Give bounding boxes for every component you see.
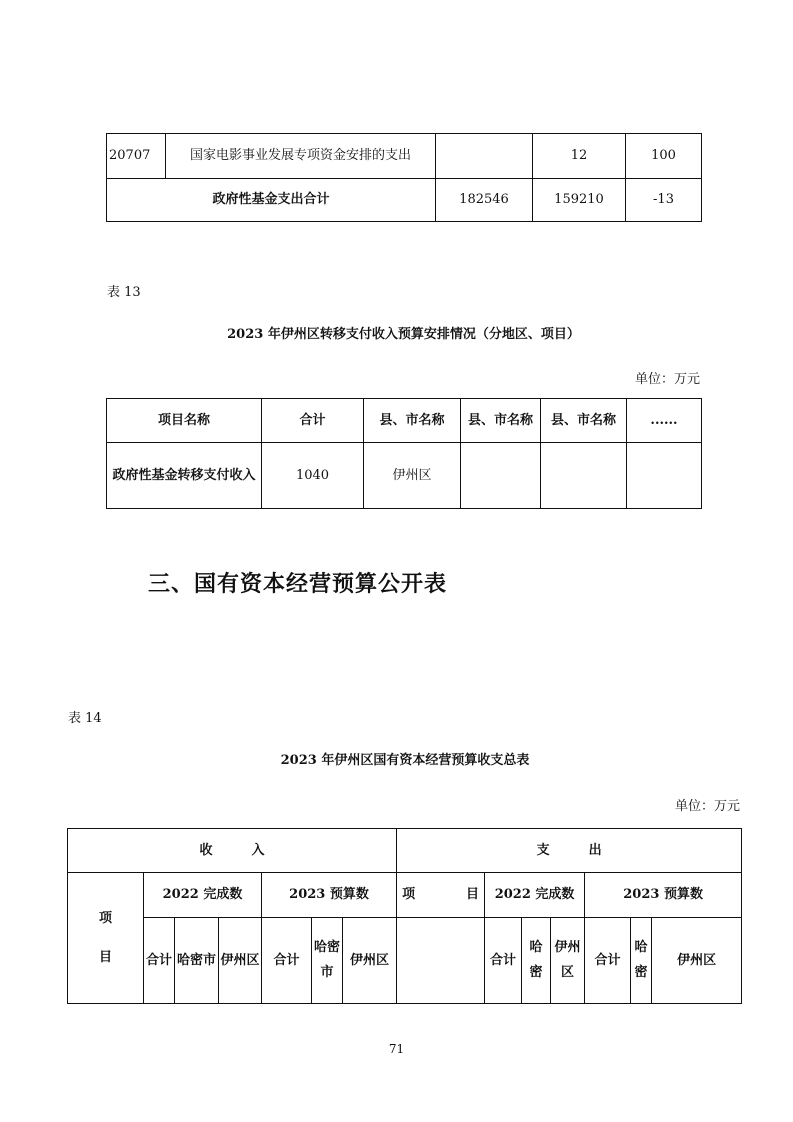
- value-cell: 100: [626, 134, 702, 179]
- table-title: 2023 年伊州区国有资本经营预算收支总表: [280, 753, 530, 768]
- column-header-part: 密: [529, 964, 543, 980]
- column-header: [551, 918, 585, 1004]
- column-header: 合计: [144, 918, 175, 1004]
- item-name: 国家电影事业发展专项资金安排的支出: [166, 134, 436, 179]
- column-header-part: 密: [634, 964, 648, 980]
- column-header-part: 市: [320, 964, 334, 980]
- column-header-part: 区: [561, 964, 575, 980]
- column-header: 2022 完成数: [144, 873, 262, 918]
- item-header-char: 目: [466, 887, 480, 903]
- column-header: 哈密市: [175, 918, 219, 1004]
- column-header-part: 哈: [529, 939, 543, 955]
- column-header: ......: [627, 399, 702, 443]
- item-header-char: 目: [98, 950, 112, 965]
- column-header: 县、市名称: [364, 399, 461, 443]
- column-header-part: 伊州: [554, 939, 581, 955]
- row-label: 政府性基金转移支付收入: [107, 443, 262, 509]
- expense-header: 支 出: [397, 829, 742, 873]
- state-capital-budget-table: [67, 828, 742, 1004]
- table-caption: 表 14: [68, 711, 102, 726]
- item-header: [68, 873, 144, 1004]
- value-cell: 182546: [436, 179, 533, 222]
- column-header: [312, 918, 343, 1004]
- total-row: [107, 179, 702, 222]
- column-header: 伊州区: [343, 918, 397, 1004]
- total-label: 政府性基金支出合计: [107, 179, 436, 222]
- column-header: 2022 完成数: [485, 873, 585, 918]
- value-cell: [541, 443, 627, 509]
- column-header: 合计: [485, 918, 522, 1004]
- column-header-part: 哈: [634, 939, 648, 955]
- table-row: [107, 134, 702, 179]
- section-heading: 三、国有资本经营预算公开表: [148, 571, 448, 597]
- column-header: 合计: [262, 399, 364, 443]
- fund-expenditure-table: [106, 133, 702, 222]
- table-header-row: [68, 873, 742, 918]
- unit-label: 单位：万元: [674, 799, 740, 814]
- page-number: 71: [388, 1042, 405, 1056]
- item-header-char: 项: [98, 910, 112, 926]
- column-header: 县、市名称: [461, 399, 541, 443]
- value-cell: [436, 134, 533, 179]
- column-header: 伊州区: [219, 918, 262, 1004]
- table-header-row: [68, 918, 742, 1004]
- column-header: 合计: [585, 918, 631, 1004]
- value-cell: [461, 443, 541, 509]
- item-header: [397, 873, 485, 918]
- item-code: 20707: [107, 134, 166, 179]
- table-row: [107, 443, 702, 509]
- income-header: 收 入: [68, 829, 397, 873]
- value-cell: [627, 443, 702, 509]
- column-header: 项目名称: [107, 399, 262, 443]
- table-title: 2023 年伊州区转移支付收入预算安排情况（分地区、项目）: [227, 327, 580, 342]
- column-header: [631, 918, 652, 1004]
- item-header-char: 项: [402, 887, 416, 903]
- value-cell: -13: [626, 179, 702, 222]
- empty-cell: [397, 918, 485, 1004]
- value-cell: 伊州区: [364, 443, 461, 509]
- column-header: 合计: [262, 918, 312, 1004]
- column-header: 2023 预算数: [262, 873, 397, 918]
- column-header: 2023 预算数: [585, 873, 742, 918]
- table-header-row: [107, 399, 702, 443]
- unit-label: 单位：万元: [634, 372, 700, 387]
- transfer-payment-table: [106, 398, 702, 509]
- table-caption: 表 13: [107, 285, 141, 300]
- column-header: 县、市名称: [541, 399, 627, 443]
- column-header: 伊州区: [652, 918, 742, 1004]
- column-header-part: 哈密: [313, 939, 340, 955]
- value-cell: 159210: [533, 179, 626, 222]
- column-header: [522, 918, 551, 1004]
- value-cell: 12: [533, 134, 626, 179]
- table-header-row: [68, 829, 742, 873]
- value-cell: 1040: [262, 443, 364, 509]
